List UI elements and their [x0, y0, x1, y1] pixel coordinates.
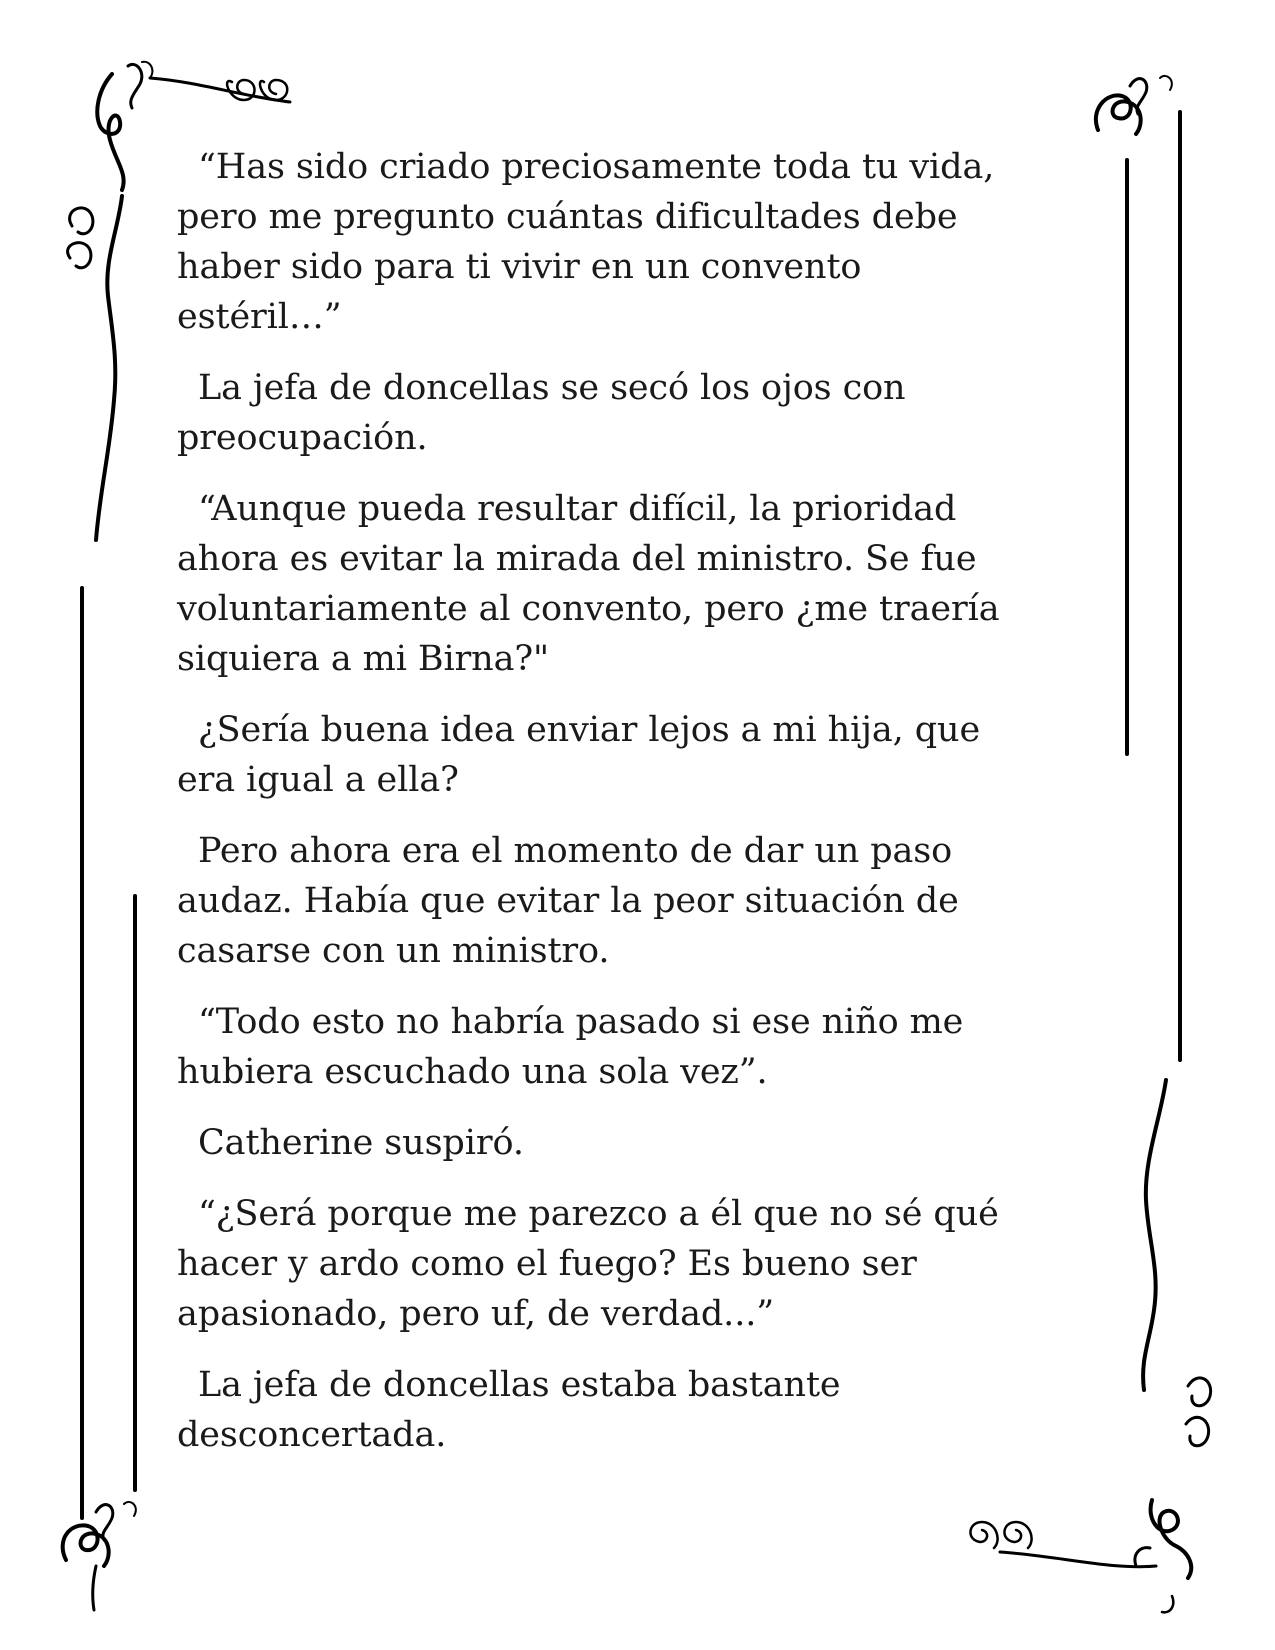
- top-right-flourish-icon: [1096, 76, 1172, 134]
- paragraph-3: “Aunque pueda resultar difícil, la prioridad ahora es evitar la mirada del ministro. Se fue voluntariamente al convento, pero ¿me traería siquiera a mi Birna?": [177, 489, 1000, 679]
- paragraph-1: “Has sido criado preciosamente toda tu vida, pero me pregunto cuántas dificultades debe haber sido para ti vivir en un convento estéril…”: [177, 147, 995, 337]
- paragraph-9: La jefa de doncellas estaba bastante desconcertada.: [177, 1365, 841, 1455]
- paragraph-5: Pero ahora era el momento de dar un paso audaz. Había que evitar la peor situación de casarse con un ministro.: [177, 831, 959, 971]
- paragraph-6: “Todo esto no habría pasado si ese niño me hubiera escuchado una sola vez”.: [177, 1002, 964, 1092]
- bottom-left-flourish-icon: [63, 1502, 136, 1610]
- paragraph-8: “¿Será porque me parezco a él que no sé qué hacer y ardo como el fuego? Es bueno ser apasionado, pero uf, de verdad...”: [177, 1194, 999, 1334]
- paragraph-2: La jefa de doncellas se secó los ojos con preocupación.: [177, 368, 906, 458]
- paragraph-7: Catherine suspiró.: [198, 1123, 524, 1163]
- page-text: [177, 142, 1077, 1481]
- paragraph-4: ¿Sería buena idea enviar lejos a mi hija, que era igual a ella?: [177, 710, 981, 800]
